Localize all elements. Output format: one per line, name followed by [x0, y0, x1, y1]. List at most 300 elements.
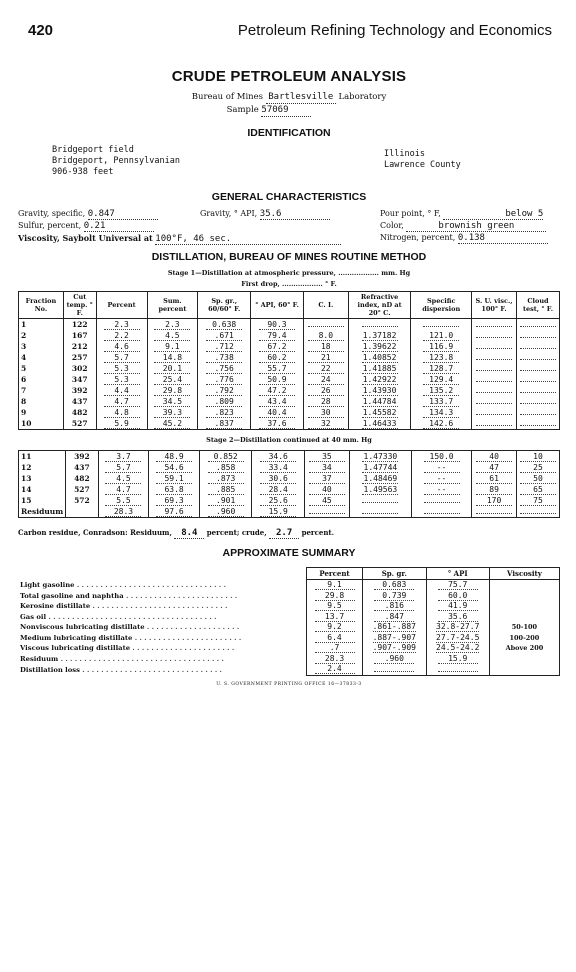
fraction-value	[199, 506, 252, 518]
value-text: 135.2	[423, 386, 459, 396]
fraction-value	[516, 330, 559, 341]
id-left	[52, 145, 180, 178]
value-text: 63.8	[156, 485, 192, 495]
leader-dots: . . . . . . . . . . . . . . . . . . . . . . .	[132, 633, 242, 642]
summary-heading: APPROXIMATE SUMMARY	[222, 547, 356, 559]
viscosity-label: Viscosity, Saybolt Universal at	[18, 233, 153, 243]
stage2-table	[18, 450, 560, 518]
fraction-row	[19, 462, 560, 473]
fraction-value	[304, 506, 349, 518]
fraction-value	[517, 495, 560, 506]
value-text: 39.3	[154, 408, 190, 418]
carbon-residue-crude: 2.7	[269, 528, 299, 539]
general-heading: GENERAL CHARACTERISTICS	[211, 191, 367, 203]
value-text: 4.5	[154, 331, 190, 341]
value-text: 41.9	[438, 601, 478, 611]
value-text: 24	[308, 375, 344, 385]
identification-heading: IDENTIFICATION	[247, 127, 331, 139]
value-text	[520, 326, 556, 327]
summary-value	[426, 622, 489, 633]
fraction-value	[303, 330, 348, 341]
pour-point-label: Pour point, ° F,	[380, 209, 441, 218]
fraction-value	[96, 330, 147, 341]
fraction-value	[96, 396, 147, 407]
summary-value	[426, 601, 489, 612]
fraction-value	[348, 352, 411, 363]
fraction-value	[411, 396, 472, 407]
value-text: 15.9	[260, 507, 296, 517]
fraction-value	[251, 374, 304, 385]
summary-value	[307, 633, 363, 644]
fraction-value	[411, 330, 472, 341]
summary-col-header: ° API	[426, 568, 489, 580]
bureau-suffix: Laboratory	[338, 92, 387, 102]
summary-value	[363, 622, 427, 633]
value-text: 1.44784	[362, 396, 397, 406]
fraction-row	[19, 374, 560, 385]
fraction-value	[472, 352, 517, 363]
summary-row-label	[18, 664, 307, 675]
summary-row	[18, 612, 560, 623]
fraction-value	[147, 385, 198, 396]
fraction-value	[199, 495, 252, 506]
value-text: 75.7	[438, 580, 478, 590]
value-text: 50	[520, 474, 556, 484]
fraction-value	[96, 352, 147, 363]
fraction-value	[149, 495, 200, 506]
fraction-value	[303, 396, 348, 407]
fraction-value	[303, 352, 348, 363]
value-text	[476, 370, 512, 371]
fraction-no: 15	[19, 495, 66, 506]
book-title: Petroleum Refining Technology and Economics	[237, 22, 552, 39]
fraction-value	[198, 396, 251, 407]
fraction-value	[98, 484, 149, 495]
value-text: 1.45582	[362, 407, 397, 417]
value-text	[423, 326, 459, 327]
fraction-value	[96, 363, 147, 374]
cut-temp: 437	[63, 396, 96, 407]
fraction-value	[472, 396, 517, 407]
value-text: --	[424, 485, 460, 495]
value-text	[520, 359, 556, 360]
fraction-value	[147, 396, 198, 407]
sample-number: 57069	[261, 104, 311, 117]
fraction-value	[252, 451, 305, 463]
dist-col-header: Refractive index, nD at 20° C.	[348, 292, 411, 319]
fraction-value	[472, 506, 517, 518]
summary-row-label	[18, 601, 307, 612]
fraction-value	[303, 363, 348, 374]
value-text: 60.2	[259, 353, 295, 363]
fraction-value	[304, 451, 349, 463]
value-text	[520, 370, 556, 371]
fraction-value	[252, 462, 305, 473]
cut-temp: 392	[66, 451, 99, 463]
fraction-value	[147, 330, 198, 341]
gravity-specific-value: 0.847	[88, 209, 158, 220]
value-text	[520, 337, 556, 338]
value-text: 129.4	[423, 375, 459, 385]
fraction-value	[472, 341, 517, 352]
analysis-form	[18, 68, 560, 687]
fraction-value	[472, 374, 517, 385]
value-text	[520, 392, 556, 393]
summary-label-text: Nonviscous lubricating distillate	[20, 623, 145, 632]
value-text: 65	[520, 485, 556, 495]
value-text: 26	[308, 386, 344, 396]
fraction-value	[198, 363, 251, 374]
value-text	[362, 502, 398, 503]
carbon-residue-mid: percent; crude,	[206, 528, 267, 537]
fraction-value	[199, 484, 252, 495]
value-text	[520, 403, 556, 404]
summary-value	[363, 601, 427, 612]
summary-row	[18, 622, 560, 633]
fraction-value	[149, 451, 200, 463]
value-text	[520, 513, 556, 514]
value-text: 29.8	[315, 591, 355, 601]
summary-value	[363, 591, 427, 602]
fraction-value	[516, 418, 559, 430]
fraction-value	[472, 473, 517, 484]
value-text	[362, 513, 398, 514]
value-text: 0.739	[374, 591, 414, 601]
sample-label: Sample	[226, 105, 259, 115]
fraction-value	[147, 341, 198, 352]
summary-row-label	[18, 580, 307, 591]
cut-temp: 392	[63, 385, 96, 396]
gravity-api-value: 35.6	[260, 209, 330, 220]
value-text: .7	[315, 643, 355, 653]
fraction-value	[517, 506, 560, 518]
fraction-value	[149, 473, 200, 484]
fraction-value	[96, 319, 147, 331]
fraction-value	[98, 495, 149, 506]
cut-temp: 527	[63, 418, 96, 430]
value-text: 6.4	[315, 633, 355, 643]
printing-office-footer: U. S. GOVERNMENT PRINTING OFFICE 16—37833-3	[216, 681, 362, 687]
value-text: 28.3	[315, 654, 355, 664]
viscosity-value: 100°F, 46 sec.	[155, 234, 341, 245]
value-text: 18	[308, 342, 344, 352]
formation: Bridgeport, Pennsylvanian	[52, 156, 180, 166]
value-text: 2.4	[315, 664, 355, 674]
fraction-value	[303, 374, 348, 385]
summary-value	[363, 664, 427, 675]
fraction-value	[147, 319, 198, 331]
fraction-value	[517, 473, 560, 484]
fraction-no: 1	[19, 319, 64, 331]
cut-temp	[66, 506, 99, 518]
summary-row-label	[18, 643, 307, 654]
summary-row	[18, 601, 560, 612]
fraction-value	[349, 506, 411, 518]
fraction-value	[251, 385, 304, 396]
value-text: 29.8	[154, 386, 190, 396]
value-text	[520, 425, 556, 426]
value-text: 24.5-24.2	[436, 643, 480, 653]
nitrogen-label: Nitrogen, percent,	[380, 233, 456, 242]
dist-col-header: Fraction No.	[19, 292, 64, 319]
summary-value	[307, 654, 363, 665]
fraction-no: 3	[19, 341, 64, 352]
fraction-value	[349, 473, 411, 484]
value-text	[362, 326, 398, 327]
summary-value	[426, 664, 489, 675]
field-name: Bridgeport field	[52, 145, 134, 155]
fraction-value	[348, 418, 411, 430]
value-text: 69.3	[156, 496, 192, 506]
cut-temp: 167	[63, 330, 96, 341]
leader-dots: . . . . . . . . . . . . . . . . . . . . . . . . . . . . . . . . . . . .	[46, 612, 217, 621]
leader-dots: . . . . . . . . . . . . . . . . . . . . . . . .	[123, 591, 238, 600]
carbon-residue-line	[18, 528, 560, 539]
value-text: 32.8-27.7	[436, 622, 480, 632]
cut-temp: 482	[66, 473, 99, 484]
fraction-value	[98, 451, 149, 463]
value-text: 1.48469	[363, 473, 398, 483]
value-text: .792	[206, 386, 242, 396]
value-text: 4.7	[105, 485, 141, 495]
value-text: 60.0	[438, 591, 478, 601]
value-text: 116.9	[423, 342, 459, 352]
fraction-no: 10	[19, 418, 64, 430]
bureau-prefix: Bureau of Mines	[191, 92, 264, 102]
fraction-value	[472, 462, 517, 473]
fraction-value	[251, 319, 304, 331]
value-text: 4.6	[104, 342, 140, 352]
summary-label-text: Kerosine distillate	[20, 602, 91, 611]
value-text: .671	[206, 331, 242, 341]
fraction-value	[304, 473, 349, 484]
distillation-heading: DISTILLATION, BUREAU OF MINES ROUTINE METHOD	[151, 251, 427, 263]
fraction-row	[19, 341, 560, 352]
cut-temp: 347	[63, 374, 96, 385]
value-text: 37.6	[259, 419, 295, 429]
depth: 906-938 feet	[52, 167, 114, 177]
fraction-value	[96, 418, 147, 430]
summary-row-label	[18, 633, 307, 644]
dist-col-header: ° API, 60° F.	[251, 292, 304, 319]
cut-temp: 437	[66, 462, 99, 473]
value-text: .885	[208, 485, 244, 495]
fraction-value	[472, 418, 517, 430]
summary-value	[426, 580, 489, 591]
fraction-value	[147, 407, 198, 418]
value-text: 2.3	[154, 320, 190, 330]
fraction-value	[198, 374, 251, 385]
fraction-value	[303, 407, 348, 418]
value-text: 5.5	[105, 496, 141, 506]
fraction-value	[349, 451, 411, 463]
fraction-value	[304, 462, 349, 473]
value-text: .776	[206, 375, 242, 385]
sulfur-value: 0.21	[84, 221, 154, 232]
value-text: .816	[374, 601, 414, 611]
leader-dots: . . . . . . . . . . . . . . . . . . . . . . . . . . . . .	[90, 602, 228, 611]
value-text: 28.3	[105, 507, 141, 517]
fraction-row	[19, 319, 560, 331]
fraction-value	[303, 418, 348, 430]
fraction-no: 13	[19, 473, 66, 484]
value-text: --	[424, 474, 460, 484]
fraction-row	[19, 396, 560, 407]
value-text	[476, 337, 512, 338]
dist-col-header: Specific dispersion	[411, 292, 472, 319]
fraction-value	[348, 363, 411, 374]
value-text: 128.7	[423, 364, 459, 374]
fraction-value	[98, 473, 149, 484]
value-text: .823	[206, 408, 242, 418]
value-text	[476, 513, 512, 514]
value-text: 1.41885	[362, 363, 397, 373]
fraction-value	[411, 484, 471, 495]
fraction-value	[304, 484, 349, 495]
value-text: 22	[308, 364, 344, 374]
value-text: 47	[476, 463, 512, 473]
fraction-value	[96, 385, 147, 396]
value-text: 89	[476, 485, 512, 495]
summary-viscosity: 100-200	[489, 633, 559, 644]
value-text: 61	[476, 474, 512, 484]
fraction-no: 12	[19, 462, 66, 473]
value-text: .712	[206, 342, 242, 352]
value-text: 32	[308, 419, 344, 429]
dist-col-header: C. I.	[303, 292, 348, 319]
value-text	[520, 381, 556, 382]
value-text: 25.6	[260, 496, 296, 506]
fraction-value	[251, 407, 304, 418]
value-text: .907-.909	[372, 643, 416, 653]
summary-value	[426, 643, 489, 654]
fraction-value	[199, 451, 252, 463]
value-text: 134.3	[423, 408, 459, 418]
fraction-value	[198, 407, 251, 418]
value-text: 4.4	[104, 386, 140, 396]
dist-col-header: Percent	[96, 292, 147, 319]
value-text: 1.49563	[363, 484, 398, 494]
fraction-value	[516, 352, 559, 363]
county: Lawrence County	[384, 160, 461, 170]
value-text: 9.2	[315, 622, 355, 632]
fraction-value	[251, 363, 304, 374]
value-text: 1.39622	[362, 341, 397, 351]
fraction-value	[349, 495, 411, 506]
value-text: 10	[520, 452, 556, 462]
fraction-value	[472, 484, 517, 495]
dist-col-header: Sum. percent	[147, 292, 198, 319]
value-text: 27.7-24.5	[436, 632, 480, 642]
value-text: 28	[308, 397, 344, 407]
fraction-value	[411, 374, 472, 385]
fraction-value	[517, 451, 560, 463]
summary-viscosity	[489, 664, 559, 675]
value-text: 150.0	[424, 452, 460, 462]
fraction-no: 4	[19, 352, 64, 363]
fraction-value	[251, 330, 304, 341]
value-text: 90.3	[259, 320, 295, 330]
value-text: 5.3	[104, 364, 140, 374]
value-text: 1.40852	[362, 352, 397, 362]
summary-value	[307, 612, 363, 623]
fraction-value	[472, 495, 517, 506]
nitrogen-value: 0.138	[458, 233, 548, 244]
value-text	[520, 414, 556, 415]
value-text: 30	[308, 408, 344, 418]
value-text: 55.7	[259, 364, 295, 374]
summary-value	[426, 654, 489, 665]
fraction-value	[198, 330, 251, 341]
value-text	[520, 348, 556, 349]
leader-dots: . . . . . . . . . . . . . . . . . . . . . . . . . . . . . . . .	[74, 581, 226, 589]
fraction-value	[411, 473, 471, 484]
value-text: .738	[206, 353, 242, 363]
value-text: 2.3	[104, 320, 140, 330]
fraction-value	[348, 385, 411, 396]
summary-row	[18, 664, 560, 675]
fraction-value	[348, 374, 411, 385]
value-text: .837	[206, 419, 242, 429]
value-text: 67.2	[259, 342, 295, 352]
value-text: 4.8	[104, 408, 140, 418]
cut-temp: 482	[63, 407, 96, 418]
fraction-row	[19, 451, 560, 463]
fraction-value	[149, 462, 200, 473]
stage1-table	[18, 291, 560, 430]
summary-value	[363, 612, 427, 623]
value-text: 28.4	[260, 485, 296, 495]
value-text: 170	[476, 496, 512, 506]
summary-value	[307, 591, 363, 602]
value-text: 40	[309, 485, 345, 495]
value-text: 79.4	[259, 331, 295, 341]
fraction-row	[19, 407, 560, 418]
fraction-value	[349, 462, 411, 473]
fraction-row	[19, 495, 560, 506]
summary-value	[307, 622, 363, 633]
carbon-residue-suffix: percent.	[301, 528, 335, 537]
value-text: 25	[520, 463, 556, 473]
summary-viscosity	[489, 601, 559, 612]
summary-table	[18, 567, 560, 676]
fraction-value	[348, 330, 411, 341]
fraction-row	[19, 473, 560, 484]
value-text: 13.7	[315, 612, 355, 622]
fraction-value	[96, 407, 147, 418]
sulfur-label: Sulfur, percent,	[18, 221, 82, 230]
fraction-row	[19, 352, 560, 363]
value-text: .858	[208, 463, 244, 473]
fraction-value	[411, 418, 472, 430]
state: Illinois	[384, 149, 425, 159]
value-text	[476, 359, 512, 360]
fraction-value	[411, 363, 472, 374]
summary-viscosity	[489, 654, 559, 665]
value-text	[476, 392, 512, 393]
fraction-value	[198, 352, 251, 363]
value-text: 14.8	[154, 353, 190, 363]
leader-dots: . . . . . . . . . . . . . . . . . . . . . . . . . . . . . . . . . . .	[58, 654, 224, 663]
value-text: .809	[206, 397, 242, 407]
fraction-value	[516, 396, 559, 407]
dist-col-header: Cut temp. ° F.	[63, 292, 96, 319]
summary-col-header: Viscosity	[489, 568, 559, 580]
summary-label-text: Medium lubricating distillate	[20, 633, 133, 642]
value-text: 47.2	[259, 386, 295, 396]
value-text: 121.0	[423, 331, 459, 341]
fraction-no: Residuum	[19, 506, 66, 518]
